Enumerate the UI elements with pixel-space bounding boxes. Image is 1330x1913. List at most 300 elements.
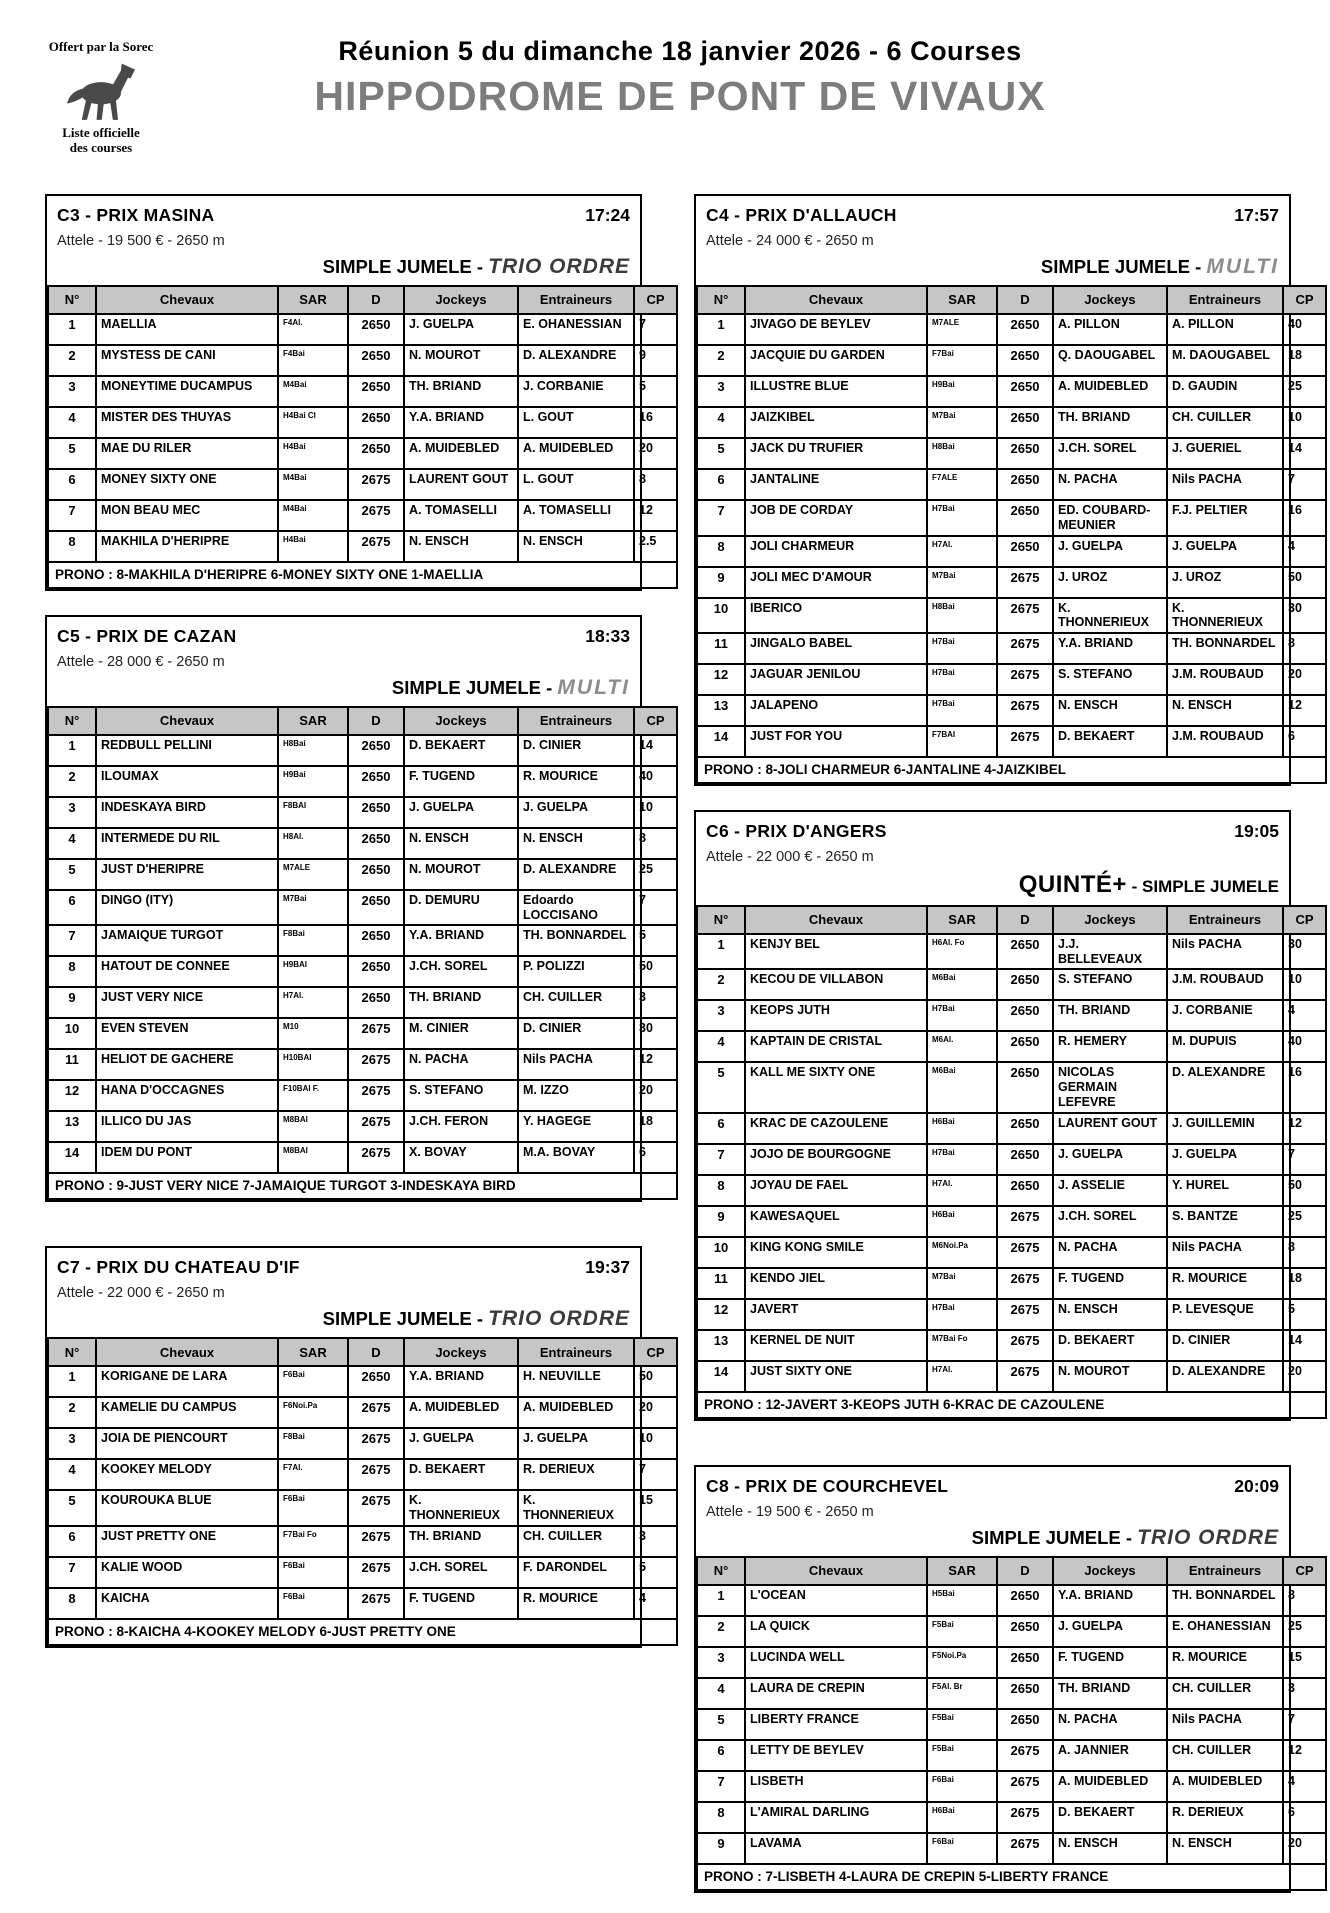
race-head <box>47 196 640 226</box>
jockey-name: J.CH. FERON <box>404 1111 518 1142</box>
horse-logo-icon <box>64 56 138 126</box>
col-header-horse-name: Chevaux <box>96 707 278 735</box>
table-row <box>48 828 677 859</box>
trainer-name: J.M. ROUBAUD <box>1167 726 1283 757</box>
race-time: 19:05 <box>1234 820 1279 841</box>
trainer-name: Nils PACHA <box>1167 469 1283 500</box>
trainer-name: M. DUPUIS <box>1167 1031 1283 1062</box>
horse-name: LUCINDA WELL <box>745 1647 927 1678</box>
trainer-name: R. DERIEUX <box>1167 1802 1283 1833</box>
table-row <box>48 956 677 987</box>
cp-value: 8 <box>1283 1585 1326 1616</box>
col-header-distance-value: D <box>997 1557 1053 1585</box>
horse-number: 9 <box>697 567 745 598</box>
sar-value: H8Bai <box>927 598 997 634</box>
sar-value: F6Bai <box>278 1588 348 1619</box>
bet-part-0: SIMPLE JUMELE - <box>971 1526 1138 1548</box>
table-row <box>48 314 677 345</box>
table-header-row <box>697 906 1326 934</box>
col-header-cp-value: CP <box>634 1338 677 1366</box>
horse-name: KAICHA <box>96 1588 278 1619</box>
col-header-jockey-name: Jockeys <box>1053 906 1167 934</box>
col-header-horse-name: Chevaux <box>745 1557 927 1585</box>
trainer-name: A. TOMASELLI <box>518 500 634 531</box>
bet-type-line <box>696 249 1289 281</box>
trainer-name: J. GUELPA <box>1167 536 1283 567</box>
sar-value: H7Bai <box>927 500 997 536</box>
trainer-name: J. UROZ <box>1167 567 1283 598</box>
sar-value: F6Bai <box>278 1557 348 1588</box>
trainer-name: CH. CUILLER <box>518 987 634 1018</box>
table-row <box>48 376 677 407</box>
sar-value: F4Al. <box>278 314 348 345</box>
col-header-sar-value: SAR <box>927 286 997 314</box>
horse-name: LISBETH <box>745 1771 927 1802</box>
col-header-jockey-name: Jockeys <box>404 1338 518 1366</box>
cp-value: 40 <box>1283 314 1326 345</box>
distance-value: 2650 <box>997 536 1053 567</box>
horse-number: 9 <box>48 987 96 1018</box>
horse-name: LA QUICK <box>745 1616 927 1647</box>
horse-number: 10 <box>697 598 745 634</box>
distance-value: 2650 <box>997 934 1053 970</box>
col-header-horse-name: Chevaux <box>96 286 278 314</box>
trainer-name: CH. CUILLER <box>1167 407 1283 438</box>
horse-name: JINGALO BABEL <box>745 633 927 664</box>
horse-number: 2 <box>48 345 96 376</box>
cp-value: 20 <box>634 1080 677 1111</box>
distance-value: 2675 <box>348 1459 404 1490</box>
jockey-name: TH. BRIAND <box>404 1526 518 1557</box>
race-time: 17:24 <box>585 205 630 225</box>
table-row <box>48 1142 677 1173</box>
trainer-name: E. OHANESSIAN <box>1167 1616 1283 1647</box>
sar-value: H5Bai <box>927 1585 997 1616</box>
horse-number: 4 <box>48 828 96 859</box>
distance-value: 2650 <box>997 1616 1053 1647</box>
horse-number: 9 <box>697 1206 745 1237</box>
table-row <box>48 438 677 469</box>
sar-value: M6Bai <box>927 969 997 1000</box>
race-head <box>47 617 640 647</box>
jockey-name: J. GUELPA <box>1053 1144 1167 1175</box>
sar-value: M7Bai <box>278 890 348 926</box>
horse-number: 6 <box>48 1526 96 1557</box>
horse-number: 5 <box>697 1062 745 1112</box>
bet-part-0: SIMPLE JUMELE - <box>391 676 558 698</box>
distance-value: 2675 <box>997 1268 1053 1299</box>
sar-value: F4Bai <box>278 345 348 376</box>
jockey-name: D. BEKAERT <box>1053 1330 1167 1361</box>
horse-name: KING KONG SMILE <box>745 1237 927 1268</box>
hippodrome-title: HIPPODROME DE PONT DE VIVAUX <box>314 73 1046 119</box>
cp-value: 14 <box>1283 438 1326 469</box>
table-row <box>48 1018 677 1049</box>
trainer-name: J. GUELPA <box>1167 1144 1283 1175</box>
jockey-name: N. PACHA <box>404 1049 518 1080</box>
cp-value: 14 <box>634 735 677 766</box>
trainer-name: L. GOUT <box>518 469 634 500</box>
horse-name: JOJO DE BOURGOGNE <box>745 1144 927 1175</box>
jockey-name: J. GUELPA <box>1053 1616 1167 1647</box>
horse-number: 2 <box>697 969 745 1000</box>
jockey-name: Q. DAOUGABEL <box>1053 345 1167 376</box>
distance-value: 2650 <box>348 890 404 926</box>
race-title: C6 - PRIX D'ANGERS <box>706 820 887 841</box>
distance-value: 2650 <box>997 1144 1053 1175</box>
horse-name: JOYAU DE FAEL <box>745 1175 927 1206</box>
table-row <box>48 500 677 531</box>
distance-value: 2675 <box>348 1080 404 1111</box>
sar-value: F10BAI F. <box>278 1080 348 1111</box>
jockey-name: J. GUELPA <box>1053 536 1167 567</box>
jockey-name: D. DEMURU <box>404 890 518 926</box>
jockey-name: TH. BRIAND <box>1053 1000 1167 1031</box>
horse-name: IDEM DU PONT <box>96 1142 278 1173</box>
jockey-name: N. PACHA <box>1053 1237 1167 1268</box>
trainer-name: K. THONNERIEUX <box>518 1490 634 1526</box>
cp-value: 7 <box>1283 1709 1326 1740</box>
horse-name: IBERICO <box>745 598 927 634</box>
sar-value: M4Bai <box>278 469 348 500</box>
sar-value: F6Noi.Pa <box>278 1397 348 1428</box>
distance-value: 2650 <box>997 500 1053 536</box>
distance-value: 2675 <box>997 1299 1053 1330</box>
trainer-name: Nils PACHA <box>518 1049 634 1080</box>
bet-part-0: QUINTÉ+ <box>1018 870 1127 898</box>
trainer-name: Edoardo LOCCISANO <box>518 890 634 926</box>
distance-value: 2650 <box>348 766 404 797</box>
jockey-name: LAURENT GOUT <box>404 469 518 500</box>
trainer-name: J. GUELPA <box>518 1428 634 1459</box>
table-row <box>48 735 677 766</box>
cp-value: 10 <box>1283 969 1326 1000</box>
table-row <box>48 469 677 500</box>
cp-value: 3 <box>634 987 677 1018</box>
cp-value: 16 <box>1283 500 1326 536</box>
table-row <box>697 1678 1326 1709</box>
sar-value: M4Bai <box>278 376 348 407</box>
cp-value: 4 <box>1283 1000 1326 1031</box>
horse-name: DINGO (ITY) <box>96 890 278 926</box>
sar-value: M8BAI <box>278 1111 348 1142</box>
jockey-name: J. UROZ <box>1053 567 1167 598</box>
cp-value: 8 <box>1283 633 1326 664</box>
horse-number: 12 <box>48 1080 96 1111</box>
table-row <box>48 766 677 797</box>
trainer-name: S. BANTZE <box>1167 1206 1283 1237</box>
col-header-horse-number: N° <box>697 286 745 314</box>
table-row <box>697 695 1326 726</box>
horse-name: JANTALINE <box>745 469 927 500</box>
horse-name: MYSTESS DE CANI <box>96 345 278 376</box>
race-time: 20:09 <box>1234 1475 1279 1496</box>
table-header-row <box>48 286 677 314</box>
col-header-horse-name: Chevaux <box>745 286 927 314</box>
table-row <box>697 1062 1326 1112</box>
table-row <box>48 345 677 376</box>
race-card-c3 <box>45 194 665 591</box>
jockey-name: TH. BRIAND <box>404 987 518 1018</box>
cp-value: 6 <box>1283 726 1326 757</box>
horse-name: MONEYTIME DUCAMPUS <box>96 376 278 407</box>
trainer-name: Nils PACHA <box>1167 934 1283 970</box>
cp-value: 30 <box>1283 598 1326 634</box>
col-header-distance-value: D <box>997 906 1053 934</box>
jockey-name: TH. BRIAND <box>404 376 518 407</box>
horse-name: LAVAMA <box>745 1833 927 1864</box>
sar-value: M7Bai Fo <box>927 1330 997 1361</box>
trainer-name: D. CINIER <box>518 1018 634 1049</box>
sar-value: F7ALE <box>927 469 997 500</box>
distance-value: 2650 <box>997 1678 1053 1709</box>
distance-value: 2650 <box>997 1062 1053 1112</box>
sar-value: F5Al. Br <box>927 1678 997 1709</box>
prono-row <box>48 1173 677 1199</box>
distance-value: 2675 <box>348 1018 404 1049</box>
col-header-cp-value: CP <box>1283 286 1326 314</box>
bet-part-1: MULTI <box>557 675 630 699</box>
distance-value: 2675 <box>997 695 1053 726</box>
sar-value: H8Bai <box>278 735 348 766</box>
jockey-name: ED. COUBARD-MEUNIER <box>1053 500 1167 536</box>
col-header-jockey-name: Jockeys <box>1053 1557 1167 1585</box>
jockey-name: S. STEFANO <box>404 1080 518 1111</box>
sar-value: H9Bai <box>278 766 348 797</box>
cp-value: 30 <box>634 1018 677 1049</box>
table-row <box>697 1237 1326 1268</box>
trainer-name: D. ALEXANDRE <box>518 859 634 890</box>
jockey-name: J. GUELPA <box>404 1428 518 1459</box>
cp-value: 25 <box>634 859 677 890</box>
trainer-name: R. DERIEUX <box>518 1459 634 1490</box>
cp-value: 18 <box>634 1111 677 1142</box>
horse-number: 1 <box>48 735 96 766</box>
trainer-name: TH. BONNARDEL <box>518 925 634 956</box>
table-row <box>48 1459 677 1490</box>
distance-value: 2650 <box>997 438 1053 469</box>
distance-value: 2650 <box>997 1175 1053 1206</box>
table-row <box>697 1647 1326 1678</box>
prono-text: PRONO : 7-LISBETH 4-LAURA DE CREPIN 5-LIBERTY FRANCE <box>697 1864 1326 1890</box>
horse-name: JOLI CHARMEUR <box>745 536 927 567</box>
horse-name: KERNEL DE NUIT <box>745 1330 927 1361</box>
jockey-name: Y.A. BRIAND <box>1053 1585 1167 1616</box>
jockey-name: N. ENSCH <box>404 531 518 562</box>
horse-number: 7 <box>697 500 745 536</box>
horse-number: 1 <box>697 934 745 970</box>
page-header <box>0 0 1330 186</box>
col-header-trainer-name: Entraineurs <box>518 286 634 314</box>
race-conditions: Attele - 22 000 € - 2650 m <box>57 1285 225 1302</box>
horse-number: 8 <box>697 536 745 567</box>
table-row <box>697 1585 1326 1616</box>
sar-value: H9Bai <box>927 376 997 407</box>
table-row <box>697 500 1326 536</box>
jockey-name: A. MUIDEBLED <box>404 438 518 469</box>
horse-number: 5 <box>48 1490 96 1526</box>
cp-value: 5 <box>1283 1299 1326 1330</box>
table-row <box>697 1361 1326 1392</box>
race-time: 18:33 <box>585 625 630 646</box>
table-row <box>697 934 1326 970</box>
horse-name: KORIGANE DE LARA <box>96 1366 278 1397</box>
cp-value: 7 <box>634 314 677 345</box>
race-title: C5 - PRIX DE CAZAN <box>57 625 237 646</box>
cp-value: 10 <box>1283 407 1326 438</box>
table-row <box>48 1080 677 1111</box>
trainer-name: A. PILLON <box>1167 314 1283 345</box>
race-head <box>696 196 1289 226</box>
table-row <box>48 1397 677 1428</box>
sar-value: F5Bai <box>927 1616 997 1647</box>
trainer-name: P. POLIZZI <box>518 956 634 987</box>
sar-value: M10 <box>278 1018 348 1049</box>
horse-number: 7 <box>697 1771 745 1802</box>
horse-name: JAMAIQUE TURGOT <box>96 925 278 956</box>
horse-name: HANA D'OCCAGNES <box>96 1080 278 1111</box>
horse-number: 7 <box>48 500 96 531</box>
trainer-name: F.J. PELTIER <box>1167 500 1283 536</box>
sorec-logo <box>42 40 160 156</box>
cp-value: 18 <box>1283 345 1326 376</box>
distance-value: 2650 <box>348 797 404 828</box>
sar-value: H7Bai <box>927 695 997 726</box>
table-row <box>697 726 1326 757</box>
horse-number: 8 <box>48 531 96 562</box>
race-card-c8 <box>694 1465 1314 1893</box>
table-row <box>697 598 1326 634</box>
trainer-name: TH. BONNARDEL <box>1167 1585 1283 1616</box>
col-header-jockey-name: Jockeys <box>404 707 518 735</box>
table-row <box>697 345 1326 376</box>
trainer-name: Y. HAGEGE <box>518 1111 634 1142</box>
table-header-row <box>697 1557 1326 1585</box>
cp-value: 50 <box>634 1366 677 1397</box>
horse-number: 3 <box>697 376 745 407</box>
trainer-name: Y. HUREL <box>1167 1175 1283 1206</box>
jockey-name: J.CH. SOREL <box>404 1557 518 1588</box>
sar-value: H7Bai <box>927 1144 997 1175</box>
prono-row <box>48 1619 677 1645</box>
sar-value: F7Bai <box>927 345 997 376</box>
table-row <box>48 1526 677 1557</box>
horse-number: 4 <box>697 1678 745 1709</box>
table-row <box>697 1833 1326 1864</box>
col-header-jockey-name: Jockeys <box>404 286 518 314</box>
distance-value: 2650 <box>997 345 1053 376</box>
distance-value: 2675 <box>348 469 404 500</box>
distance-value: 2650 <box>997 1031 1053 1062</box>
table-header-row <box>697 286 1326 314</box>
col-header-jockey-name: Jockeys <box>1053 286 1167 314</box>
race-table-c4 <box>696 285 1327 784</box>
sar-value: H7Al. <box>278 987 348 1018</box>
trainer-name: N. ENSCH <box>1167 1833 1283 1864</box>
horse-number: 2 <box>48 766 96 797</box>
race-card-c4 <box>694 194 1314 786</box>
distance-value: 2675 <box>997 567 1053 598</box>
sar-value: F8Bai <box>278 925 348 956</box>
horse-name: JAGUAR JENILOU <box>745 664 927 695</box>
cp-value: 16 <box>1283 1062 1326 1112</box>
bet-type-line <box>47 670 640 702</box>
sar-value: F5Noi.Pa <box>927 1647 997 1678</box>
horse-name: JOLI MEC D'AMOUR <box>745 567 927 598</box>
horse-name: MAKHILA D'HERIPRE <box>96 531 278 562</box>
race-conditions: Attele - 19 500 € - 2650 m <box>57 233 225 249</box>
table-row <box>697 1206 1326 1237</box>
distance-value: 2675 <box>348 1111 404 1142</box>
logo-top-text: Offert par la Sorec <box>48 39 154 54</box>
logo-bottom-line1: Liste officielle <box>62 125 140 141</box>
horse-number: 11 <box>697 1268 745 1299</box>
table-row <box>697 1268 1326 1299</box>
trainer-name: CH. CUILLER <box>518 1526 634 1557</box>
col-header-trainer-name: Entraineurs <box>518 707 634 735</box>
bet-type-line <box>696 865 1289 901</box>
horse-number: 11 <box>48 1049 96 1080</box>
jockey-name: S. STEFANO <box>1053 664 1167 695</box>
col-header-trainer-name: Entraineurs <box>1167 906 1283 934</box>
trainer-name: D. CINIER <box>518 735 634 766</box>
horse-number: 2 <box>697 345 745 376</box>
distance-value: 2675 <box>348 1588 404 1619</box>
race-card-c5 <box>45 615 665 1202</box>
trainer-name: CH. CUILLER <box>1167 1678 1283 1709</box>
table-row <box>48 407 677 438</box>
trainer-name: L. GOUT <box>518 407 634 438</box>
sar-value: H4Bai <box>278 438 348 469</box>
cp-value: 40 <box>1283 1031 1326 1062</box>
jockey-name: LAURENT GOUT <box>1053 1113 1167 1144</box>
horse-name: JUST PRETTY ONE <box>96 1526 278 1557</box>
jockey-name: N. MOUROT <box>404 859 518 890</box>
horse-number: 7 <box>48 1557 96 1588</box>
horse-name: HELIOT DE GACHERE <box>96 1049 278 1080</box>
horse-number: 5 <box>48 438 96 469</box>
cp-value: 14 <box>1283 1330 1326 1361</box>
horse-name: JOIA DE PIENCOURT <box>96 1428 278 1459</box>
horse-name: JIVAGO DE BEYLEV <box>745 314 927 345</box>
distance-value: 2675 <box>348 1490 404 1526</box>
jockey-name: N. PACHA <box>1053 469 1167 500</box>
race-conditions: Attele - 28 000 € - 2650 m <box>57 653 225 670</box>
sar-value: F7Al. <box>278 1459 348 1490</box>
table-row <box>48 1366 677 1397</box>
race-title: C7 - PRIX DU CHATEAU D'IF <box>57 1257 300 1278</box>
horse-name: KOUROUKA BLUE <box>96 1490 278 1526</box>
table-row <box>48 859 677 890</box>
trainer-name: M. DAOUGABEL <box>1167 345 1283 376</box>
prono-text: PRONO : 8-MAKHILA D'HERIPRE 6-MONEY SIXTY ONE 1-MAELLIA <box>48 562 677 588</box>
horse-name: JUST D'HERIPRE <box>96 859 278 890</box>
horse-number: 6 <box>697 1113 745 1144</box>
jockey-name: J. GUELPA <box>404 314 518 345</box>
distance-value: 2650 <box>348 314 404 345</box>
distance-value: 2675 <box>348 531 404 562</box>
horse-number: 3 <box>48 376 96 407</box>
cp-value: 12 <box>634 1049 677 1080</box>
jockey-name: J. ASSELIE <box>1053 1175 1167 1206</box>
horse-number: 7 <box>697 1144 745 1175</box>
horse-name: JUST FOR YOU <box>745 726 927 757</box>
jockey-name: A. TOMASELLI <box>404 500 518 531</box>
sar-value: H7Al. <box>927 1175 997 1206</box>
col-header-cp-value: CP <box>634 286 677 314</box>
race-conditions: Attele - 22 000 € - 2650 m <box>706 848 874 865</box>
horse-name: JACQUIE DU GARDEN <box>745 345 927 376</box>
